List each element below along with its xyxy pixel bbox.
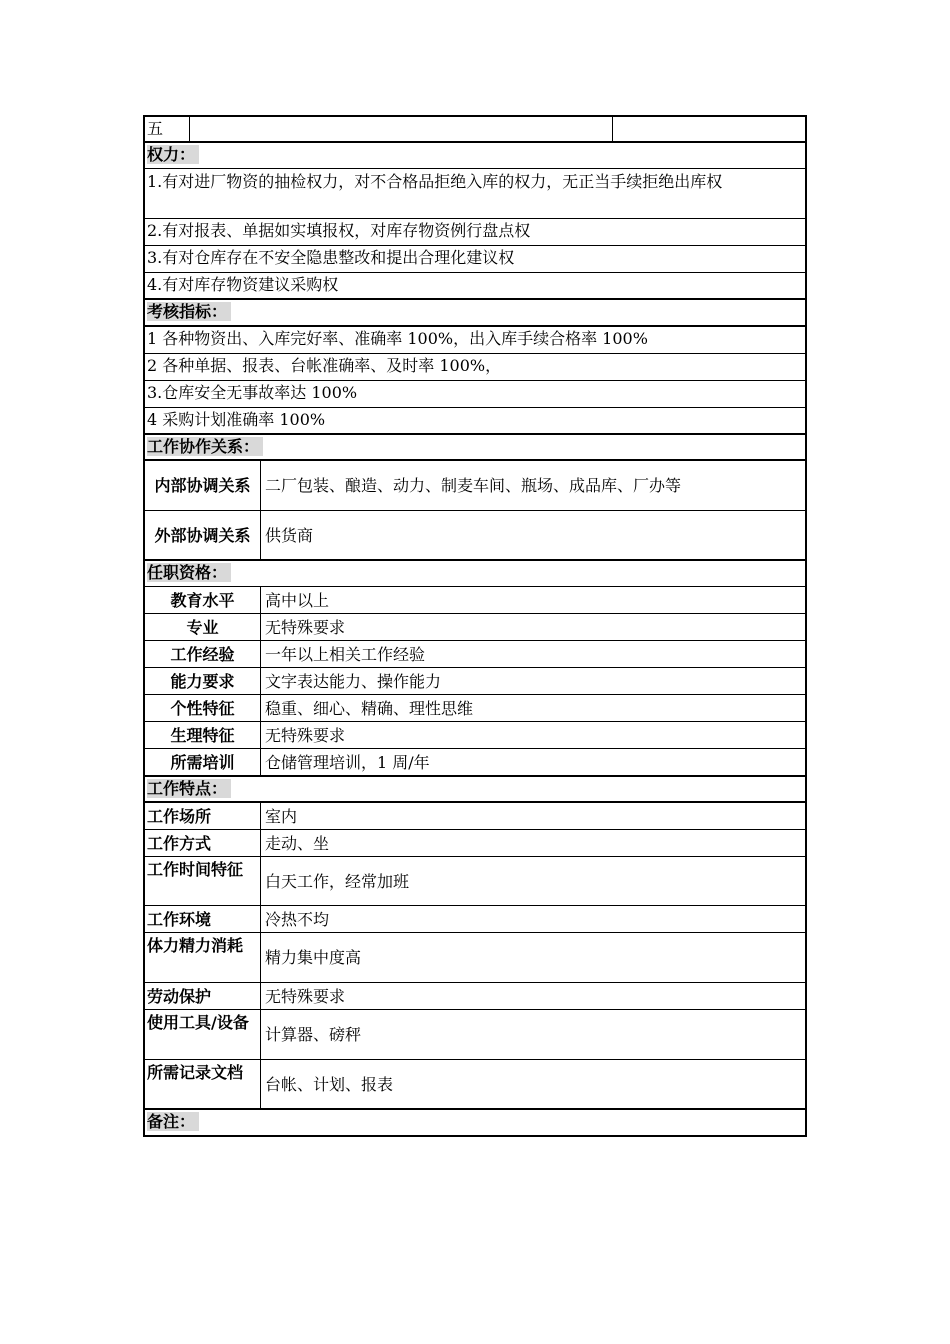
qual-label: 生理特征 xyxy=(145,722,261,748)
features-row xyxy=(145,933,805,983)
qual-value: 无特殊要求 xyxy=(265,725,346,745)
collab-value: 供货商 xyxy=(265,525,314,545)
features-label: 工作方式 xyxy=(145,830,261,856)
features-value: 台帐、计划、报表 xyxy=(265,1074,394,1094)
section-extra-cell xyxy=(613,117,805,141)
qual-header: 任职资格： xyxy=(147,563,231,582)
features-row xyxy=(145,1010,805,1060)
features-row xyxy=(145,803,805,830)
section-number-row xyxy=(145,117,805,143)
kpi-item: 3.仓库安全无事故率达 100% xyxy=(145,381,805,408)
features-label: 体力精力消耗 xyxy=(145,933,261,982)
qual-label: 所需培训 xyxy=(145,749,261,775)
features-row xyxy=(145,906,805,933)
features-label: 工作时间特征 xyxy=(145,857,261,905)
rights-header: 权力： xyxy=(147,145,199,164)
qual-value: 稳重、细心、精确、理性思维 xyxy=(265,698,474,718)
section-title-cell xyxy=(190,117,613,141)
qual-label: 专业 xyxy=(145,614,261,640)
features-label: 劳动保护 xyxy=(145,983,261,1009)
features-header-row xyxy=(145,777,805,803)
kpi-item: 1 各种物资出、入库完好率、准确率 100%，出入库手续合格率 100% xyxy=(145,327,805,354)
features-value: 精力集中度高 xyxy=(265,948,362,967)
features-label: 工作场所 xyxy=(145,803,261,829)
features-label: 工作环境 xyxy=(145,906,261,932)
collab-label: 内部协调关系 xyxy=(145,461,261,510)
collab-header-row xyxy=(145,435,805,461)
features-value: 室内 xyxy=(265,806,298,826)
qual-row xyxy=(145,614,805,641)
features-value: 无特殊要求 xyxy=(265,986,346,1006)
job-description-table xyxy=(143,115,807,1137)
collab-label: 外部协调关系 xyxy=(145,511,261,559)
qual-header-row xyxy=(145,561,805,587)
notes-row xyxy=(145,1110,805,1135)
qual-row xyxy=(145,749,805,777)
kpi-item: 4 采购计划准确率 100% xyxy=(145,408,805,435)
qual-row xyxy=(145,695,805,722)
qual-row xyxy=(145,587,805,614)
kpi-header-row xyxy=(145,300,805,327)
qual-value: 一年以上相关工作经验 xyxy=(265,644,426,664)
qual-label: 教育水平 xyxy=(145,587,261,613)
features-row xyxy=(145,830,805,857)
collab-row-internal xyxy=(145,461,805,511)
kpi-header: 考核指标： xyxy=(147,302,231,321)
qual-label: 工作经验 xyxy=(145,641,261,667)
collab-row-external xyxy=(145,511,805,561)
features-row xyxy=(145,983,805,1010)
qual-label: 能力要求 xyxy=(145,668,261,694)
features-row xyxy=(145,857,805,906)
qual-value: 无特殊要求 xyxy=(265,617,346,637)
features-label: 使用工具/设备 xyxy=(145,1010,261,1059)
features-value: 计算器、磅秤 xyxy=(265,1025,362,1044)
qual-value: 高中以上 xyxy=(265,590,330,610)
features-label: 所需记录文档 xyxy=(145,1060,261,1108)
qual-row xyxy=(145,722,805,749)
rights-item: 3.有对仓库存在不安全隐患整改和提出合理化建议权 xyxy=(145,246,805,273)
collab-value: 二厂包装、酿造、动力、制麦车间、瓶场、成品库、厂办等 xyxy=(265,476,682,495)
qual-row xyxy=(145,641,805,668)
collab-header: 工作协作关系： xyxy=(147,437,263,456)
notes-header: 备注： xyxy=(147,1112,199,1131)
qual-value: 仓储管理培训，1 周/年 xyxy=(265,752,430,772)
qual-label: 个性特征 xyxy=(145,695,261,721)
kpi-item: 2 各种单据、报表、台帐准确率、及时率 100%， xyxy=(145,354,805,381)
rights-header-row xyxy=(145,143,805,169)
rights-item: 2.有对报表、单据如实填报权，对库存物资例行盘点权 xyxy=(145,219,805,246)
qual-row xyxy=(145,668,805,695)
section-number: 五 xyxy=(145,117,190,141)
features-row xyxy=(145,1060,805,1110)
features-value: 白天工作，经常加班 xyxy=(265,871,410,891)
qual-value: 文字表达能力、操作能力 xyxy=(265,671,442,691)
features-value: 走动、坐 xyxy=(265,833,330,853)
rights-item: 4.有对库存物资建议采购权 xyxy=(145,273,805,300)
features-header: 工作特点： xyxy=(147,779,231,798)
rights-item: 1.有对进厂物资的抽检权力，对不合格品拒绝入库的权力，无正当手续拒绝出库权 xyxy=(145,169,805,219)
features-value: 冷热不均 xyxy=(265,909,330,929)
